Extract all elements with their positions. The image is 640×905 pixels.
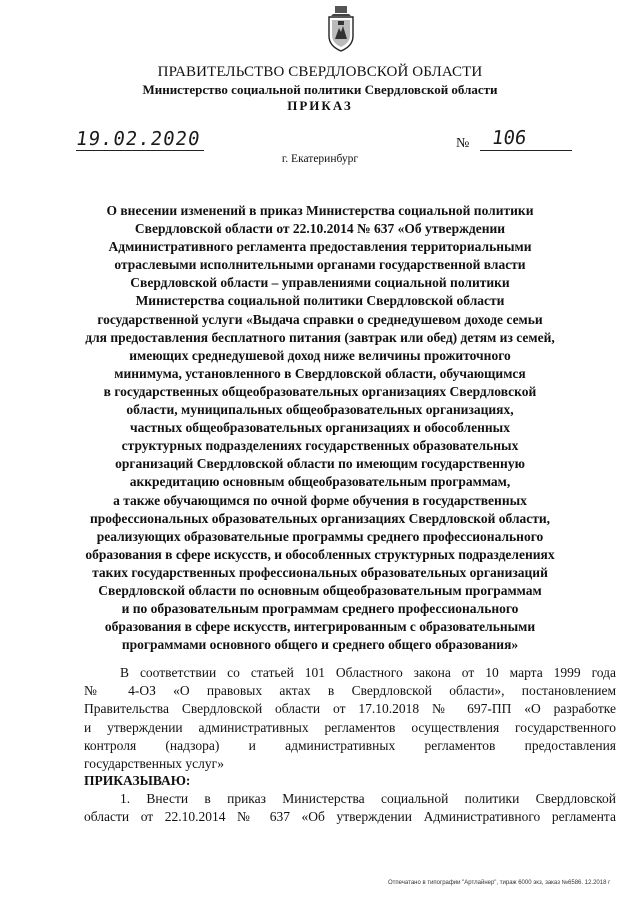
order-subject (80, 202, 560, 654)
item-line: 1. Внести в приказ Министерства социальной политики Свердловской (120, 791, 616, 806)
body-line: государственных услуг» (84, 756, 224, 772)
subject-line: структурных подразделениях государственных образовательных (121, 438, 519, 454)
subject-line: О внесении изменений в приказ Министерства социальной политики (106, 203, 534, 218)
subject-line: и по образовательным программам среднего профессионального (121, 601, 519, 617)
order-item-1 (84, 790, 616, 826)
body-line: контроля (надзора) и административных регламентов предоставления (84, 737, 616, 753)
body-line: В соответствии со статьей 101 Областного закона от 10 марта 1999 года (120, 665, 616, 680)
body-line: Правительства Свердловской области от 17.10.2018 № 697-ПП «О разработке (84, 701, 616, 717)
order-date: 19.02.2020 (74, 128, 202, 150)
subject-line: частных общеобразовательных организациях и обособленных (130, 420, 510, 436)
subject-line: реализующих образовательные программы среднего профессионального (96, 528, 544, 544)
subject-line: отраслевыми исполнительными органами государственной власти (114, 257, 526, 273)
number-underline (480, 150, 572, 151)
subject-line: государственной услуги «Выдача справки о среднедушевом доходе семьи (97, 311, 543, 327)
subject-line: Министерства социальной политики Свердловской области (135, 293, 505, 309)
body-line: и утверждении административных регламентов осуществления государственного (84, 719, 616, 735)
printer-note: Отпечатано в типографии "Артлайнер", тираж 6000 экз, заказ №6586. 12.2018 г (388, 880, 611, 886)
subject-line: Свердловской области по основным общеобразовательным программам (98, 582, 542, 598)
subject-line: Свердловской области – управлениями социальной политики (130, 275, 510, 291)
number-sign: № (456, 136, 470, 151)
subject-line: минимума, установленного в Свердловской области, обучающимся (114, 365, 526, 381)
order-number: 106 (490, 127, 528, 149)
date-underline (76, 150, 204, 151)
subject-line: таких государственных профессиональных образовательных организаций (92, 564, 548, 580)
subject-line: профессиональных образовательных организациях Свердловской области, (89, 510, 551, 526)
preamble-paragraph (84, 664, 616, 773)
document-type: ПРИКАЗ (287, 98, 353, 113)
coat-of-arms-icon (326, 6, 356, 52)
subject-line: Свердловской области от 22.10.2014 № 637 «Об утверждении (134, 221, 506, 237)
subject-line: имеющих среднедушевой доход ниже величины прожиточного (129, 347, 511, 363)
subject-line: организаций Свердловской области по имеющим государственную (115, 456, 525, 472)
subject-line: образования в сфере искусств, и обособленных структурных подразделениях (85, 546, 555, 562)
subject-line: для предоставления бесплатного питания (завтрак или обед) детям из семей, (85, 329, 555, 345)
subject-line: программами основного общего и среднего общего образования» (121, 637, 519, 653)
subject-line: образования в сфере искусств, интегрированным с образовательными (104, 619, 536, 635)
body-line: № 4-ОЗ «О правовых актах в Свердловской области», постановлением (84, 683, 616, 699)
subject-line: аккредитацию основным общеобразовательным программам, (129, 474, 511, 490)
subject-line: а также обучающимся по очной форме обучения в государственных (113, 492, 527, 508)
government-title: ПРАВИТЕЛЬСТВО СВЕРДЛОВСКОЙ ОБЛАСТИ (157, 64, 483, 80)
subject-line: в государственных общеобразовательных организациях Свердловской (103, 383, 537, 399)
subject-line: Административного регламента предоставления территориальными (108, 239, 532, 255)
subject-line: области, муниципальных общеобразовательных организациях, (126, 402, 514, 418)
orders-heading: ПРИКАЗЫВАЮ: (84, 773, 191, 788)
item-line: области от 22.10.2014 № 637 «Об утверждении Административного регламента (84, 809, 616, 825)
city: г. Екатеринбург (281, 153, 359, 165)
ministry-title: Министерство социальной политики Свердловской области (142, 82, 498, 97)
